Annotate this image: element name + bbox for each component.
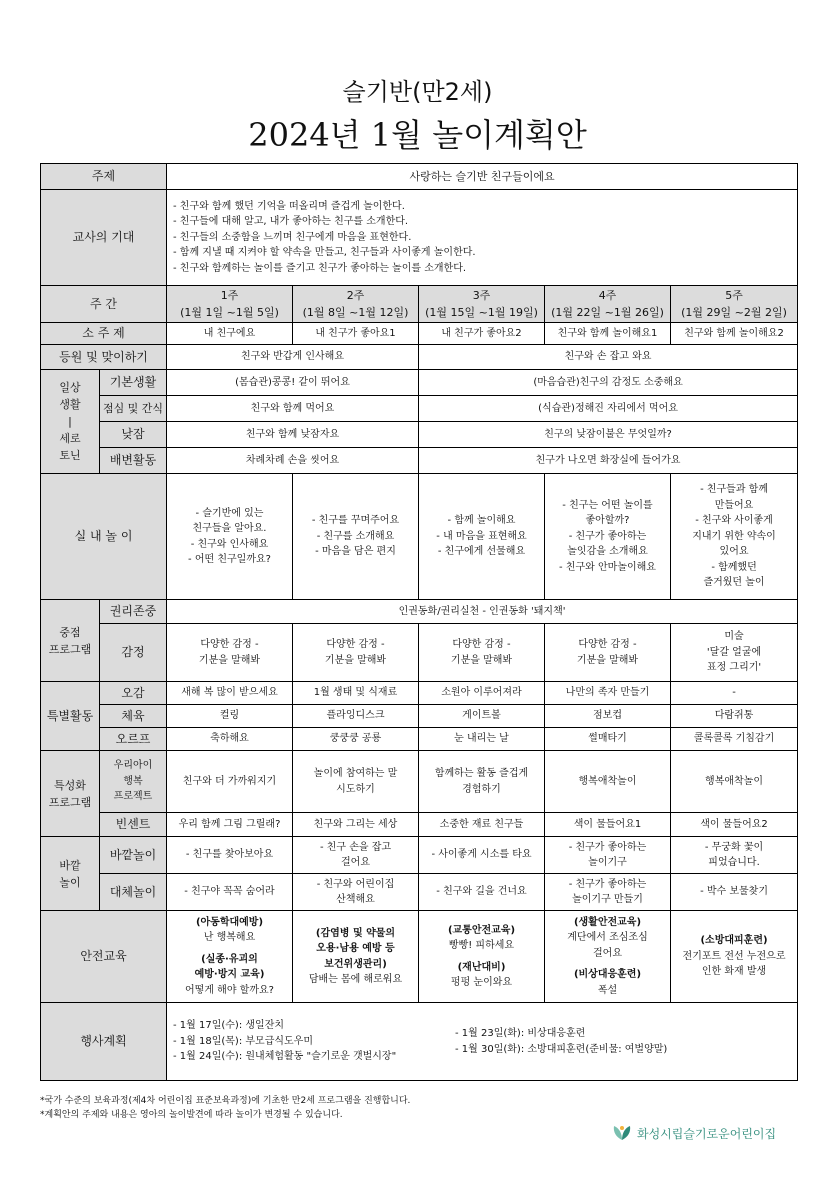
subtopic-cell: 친구와 함께 놀이해요1 <box>545 323 671 345</box>
special-row-label: 체육 <box>100 705 167 728</box>
week-name: 5주 <box>725 289 743 302</box>
subtopic-cell: 친구와 함께 놀이해요2 <box>671 323 798 345</box>
outdoor-cell: - 친구가 좋아하는 놀이기구 <box>545 837 671 874</box>
footer-note: *국가 수준의 보육과정(제4차 어린이집 표준보육과정)에 기초한 만2세 프로그램을 진행합니다. <box>40 1096 411 1106</box>
outdoor-cell: - 사이좋게 시소를 타요 <box>419 837 545 874</box>
outdoor-group-label: 바깥 놀이 <box>41 837 100 911</box>
list-item: - 1월 18일(목): 부모급식도우미 <box>173 1035 314 1047</box>
arrival-cell: 친구와 반갑게 인사해요 <box>167 345 419 370</box>
week-range: (1월 15일 ~1월 19일) <box>425 306 538 320</box>
week-header <box>671 286 798 323</box>
special-cell: 점보컵 <box>545 705 671 728</box>
special-cell: 축하해요 <box>167 728 293 751</box>
list-item: - 1월 17일(수): 생일잔치 <box>173 1020 285 1032</box>
list-item: - 1월 24일(수): 원내체험활동 "슬기로운 갯벌시장" <box>173 1051 397 1063</box>
indoor-cell: - 친구들과 함께 만들어요 - 친구와 사이좋게 지내기 위한 약속이 있어요 - 함께했던 즐거웠던 놀이 <box>671 474 798 600</box>
special-cell: 플라잉디스크 <box>293 705 419 728</box>
safety-cell: (소방대피훈련) 전기포트 전선 누전으로 인한 화재 발생 <box>671 911 798 1003</box>
week-name: 2주 <box>346 289 365 302</box>
daily-cell: 친구와 함께 먹어요 <box>167 396 419 422</box>
indoor-cell: - 함께 놀이해요 - 내 마음을 표현해요 - 친구에게 선물해요 <box>419 474 545 600</box>
outdoor-cell: - 친구와 어린이집 산책해요 <box>293 874 419 911</box>
emotion-cell: 다양한 감정 - 기분을 말해봐 <box>293 624 419 682</box>
vincent-cell: 색이 물들어요2 <box>671 813 798 837</box>
outdoor-cell: - 무궁화 꽃이 피었습니다. <box>671 837 798 874</box>
vincent-cell: 친구와 그리는 세상 <box>293 813 419 837</box>
outdoor-row-label: 대체놀이 <box>100 874 167 911</box>
indoor-label: 실 내 놀 이 <box>41 474 167 600</box>
list-item: - 친구들에 대해 알고, 내가 좋아하는 친구를 소개한다. <box>173 216 409 228</box>
special-cell: - <box>671 682 798 705</box>
org-name: 화성시립슬기로운어린이집 <box>637 1126 777 1141</box>
week-name: 3주 <box>472 289 491 302</box>
outdoor-cell: - 박수 보물찾기 <box>671 874 798 911</box>
theme-label: 주제 <box>41 164 167 190</box>
week-header <box>545 286 671 323</box>
subtopic-cell: 내 친구가 좋아요1 <box>293 323 419 345</box>
special-cell: 다람쥐통 <box>671 705 798 728</box>
list-item: - 1월 30일(화): 소방대피훈련(준비물: 여벌양말) <box>455 1043 668 1055</box>
daily-cell: 친구와 함께 낮잠자요 <box>167 422 419 448</box>
outdoor-cell: - 친구와 길을 건너요 <box>419 874 545 911</box>
happy-cell: 행복애착놀이 <box>671 751 798 813</box>
week-name: 1주 <box>220 289 239 302</box>
plan-table <box>40 163 798 1081</box>
footer-note: *계획안의 주제와 내용은 영아의 놀이발견에 따라 놀이가 변경될 수 있습니다. <box>40 1110 343 1120</box>
happy-label: 우리아이 행복 프로젝트 <box>100 751 167 813</box>
arrival-label: 등원 및 맞이하기 <box>41 345 167 370</box>
teacher-expectations <box>167 190 798 286</box>
outdoor-row-label: 바깥놀이 <box>100 837 167 874</box>
outdoor-cell: - 친구야 꼭꼭 숨어라 <box>167 874 293 911</box>
special-row-label: 오르프 <box>100 728 167 751</box>
events-label: 행사계획 <box>41 1003 167 1081</box>
list-item: - 친구와 함께 했던 기억을 떠올리며 즐겁게 놀이한다. <box>173 200 405 212</box>
outdoor-cell: - 친구 손을 잡고 걸어요 <box>293 837 419 874</box>
week-range: (1월 29일 ~2월 2일) <box>681 306 787 320</box>
daily-cell: (식습관)정해진 자리에서 먹어요 <box>419 396 798 422</box>
list-item: - 1월 23일(화): 비상대응훈련 <box>455 1028 586 1040</box>
outdoor-cell: - 친구가 좋아하는 놀이기구 만들기 <box>545 874 671 911</box>
focus-group-label: 중점 프로그램 <box>41 600 100 682</box>
vincent-cell: 우리 함께 그림 그릴래? <box>167 813 293 837</box>
daily-row-label: 점심 및 간식 <box>100 396 167 422</box>
daily-row-label: 낮잠 <box>100 422 167 448</box>
emotion-label: 감정 <box>100 624 167 682</box>
arrival-cell: 친구와 손 잡고 와요 <box>419 345 798 370</box>
safety-label: 안전교육 <box>41 911 167 1003</box>
emotion-cell: 다양한 감정 - 기분을 말해봐 <box>419 624 545 682</box>
happy-cell: 행복애착놀이 <box>545 751 671 813</box>
week-header <box>419 286 545 323</box>
org-logo <box>612 1124 776 1142</box>
daily-group-label: 일상 생활 | 세로 토닌 <box>41 370 100 474</box>
daily-cell: (마음습관)친구의 감정도 소중해요 <box>419 370 798 396</box>
special-cell: 게이트볼 <box>419 705 545 728</box>
daily-cell: 친구가 나오면 화장실에 들어가요 <box>419 448 798 474</box>
indoor-cell: - 슬기반에 있는 친구들을 알아요. - 친구와 인사해요 - 어떤 친구일까요? <box>167 474 293 600</box>
leaf-logo-icon <box>612 1124 632 1142</box>
indoor-cell: - 친구는 어떤 놀이를 좋아할까? - 친구가 좋아하는 놀잇감을 소개해요 - 친구와 안마놀이해요 <box>545 474 671 600</box>
week-header <box>293 286 419 323</box>
events-right <box>455 1026 797 1057</box>
happy-cell: 놀이에 참여하는 말 시도하기 <box>293 751 419 813</box>
safety-cell: (생활안전교육) 계단에서 조심조심 걸어요 (비상대응훈련) 폭설 <box>545 911 671 1003</box>
indoor-cell: - 친구를 꾸며주어요 - 친구를 소개해요 - 마음을 담은 편지 <box>293 474 419 600</box>
events-cell <box>167 1003 798 1081</box>
happy-cell: 함께하는 활동 즐겁게 경험하기 <box>419 751 545 813</box>
list-item: - 함께 지낼 때 지켜야 할 약속을 만들고, 친구들과 사이좋게 놀이한다. <box>173 247 476 259</box>
special-cell: 나만의 족자 만들기 <box>545 682 671 705</box>
week-header <box>167 286 293 323</box>
special-cell: 컬링 <box>167 705 293 728</box>
events-left <box>167 1018 455 1065</box>
teacher-label: 교사의 기대 <box>41 190 167 286</box>
weeks-label: 주 간 <box>41 286 167 323</box>
week-range: (1월 22일 ~1월 26일) <box>551 306 664 320</box>
rights-label: 권리존중 <box>100 600 167 624</box>
subtopic-cell: 내 친구에요 <box>167 323 293 345</box>
daily-cell: (몸습관)콩콩! 같이 뛰어요 <box>167 370 419 396</box>
week-name: 4주 <box>598 289 617 302</box>
emotion-cell: 미술 '달갈 얼굴에 표정 그리기' <box>671 624 798 682</box>
week-range: (1월 8일 ~1월 12일) <box>302 306 409 320</box>
daily-row-label: 배변활동 <box>100 448 167 474</box>
special-cell: 썰매타기 <box>545 728 671 751</box>
safety-cell: (아동학대예방) 난 행복해요 (실종·유괴의 예방·방지 교육) 어떻게 해야 할까요? <box>167 911 293 1003</box>
subtopic-label: 소 주 제 <box>41 323 167 345</box>
special-cell: 새해 복 많이 받으세요 <box>167 682 293 705</box>
special-cell: 콜록콜록 기침감기 <box>671 728 798 751</box>
special-row-label: 오감 <box>100 682 167 705</box>
subtopic-cell: 내 친구가 좋아요2 <box>419 323 545 345</box>
happy-cell: 친구와 더 가까워지기 <box>167 751 293 813</box>
list-item: - 친구들의 소중함을 느끼며 친구에게 마음을 표현한다. <box>173 231 412 243</box>
class-name: 슬기반(만2세) <box>342 78 493 106</box>
special-cell: 눈 내리는 날 <box>419 728 545 751</box>
outdoor-cell: - 친구를 찾아보아요 <box>167 837 293 874</box>
daily-cell: 친구의 낮잠이불은 무엇일까? <box>419 422 798 448</box>
special-cell: 쿵쿵쿵 공룡 <box>293 728 419 751</box>
daily-cell: 차례차례 손을 씻어요 <box>167 448 419 474</box>
list-item: - 친구와 함께하는 놀이를 즐기고 친구가 좋아하는 놀이를 소개한다. <box>173 262 467 274</box>
week-range: (1월 1일 ~1월 5일) <box>180 306 279 320</box>
safety-cell: (감염병 및 약물의 오용·남용 예방 등 보건위생관리) 담배는 몸에 해로워요 <box>293 911 419 1003</box>
theme-value: 사랑하는 슬기반 친구들이에요 <box>167 164 798 190</box>
special-cell: 1월 생태 및 식재료 <box>293 682 419 705</box>
special-cell: 소원아 이루어져라 <box>419 682 545 705</box>
vincent-label: 빈센트 <box>100 813 167 837</box>
daily-row-label: 기본생활 <box>100 370 167 396</box>
vincent-cell: 소중한 재료 친구들 <box>419 813 545 837</box>
rights-value: 인권동화/권리실천 - 인권동화 '돼지책' <box>167 600 798 624</box>
plan-title: 2024년 1월 놀이계획안 <box>248 116 587 154</box>
emotion-cell: 다양한 감정 - 기분을 말해봐 <box>545 624 671 682</box>
signature-group-label: 특성화 프로그램 <box>41 751 100 837</box>
vincent-cell: 색이 물들어요1 <box>545 813 671 837</box>
safety-cell: (교통안전교육) 빵빵! 피하세요 (재난대비) 펑펑 눈이와요 <box>419 911 545 1003</box>
special-group-label: 특별활동 <box>41 682 100 751</box>
emotion-cell: 다양한 감정 - 기분을 말해봐 <box>167 624 293 682</box>
